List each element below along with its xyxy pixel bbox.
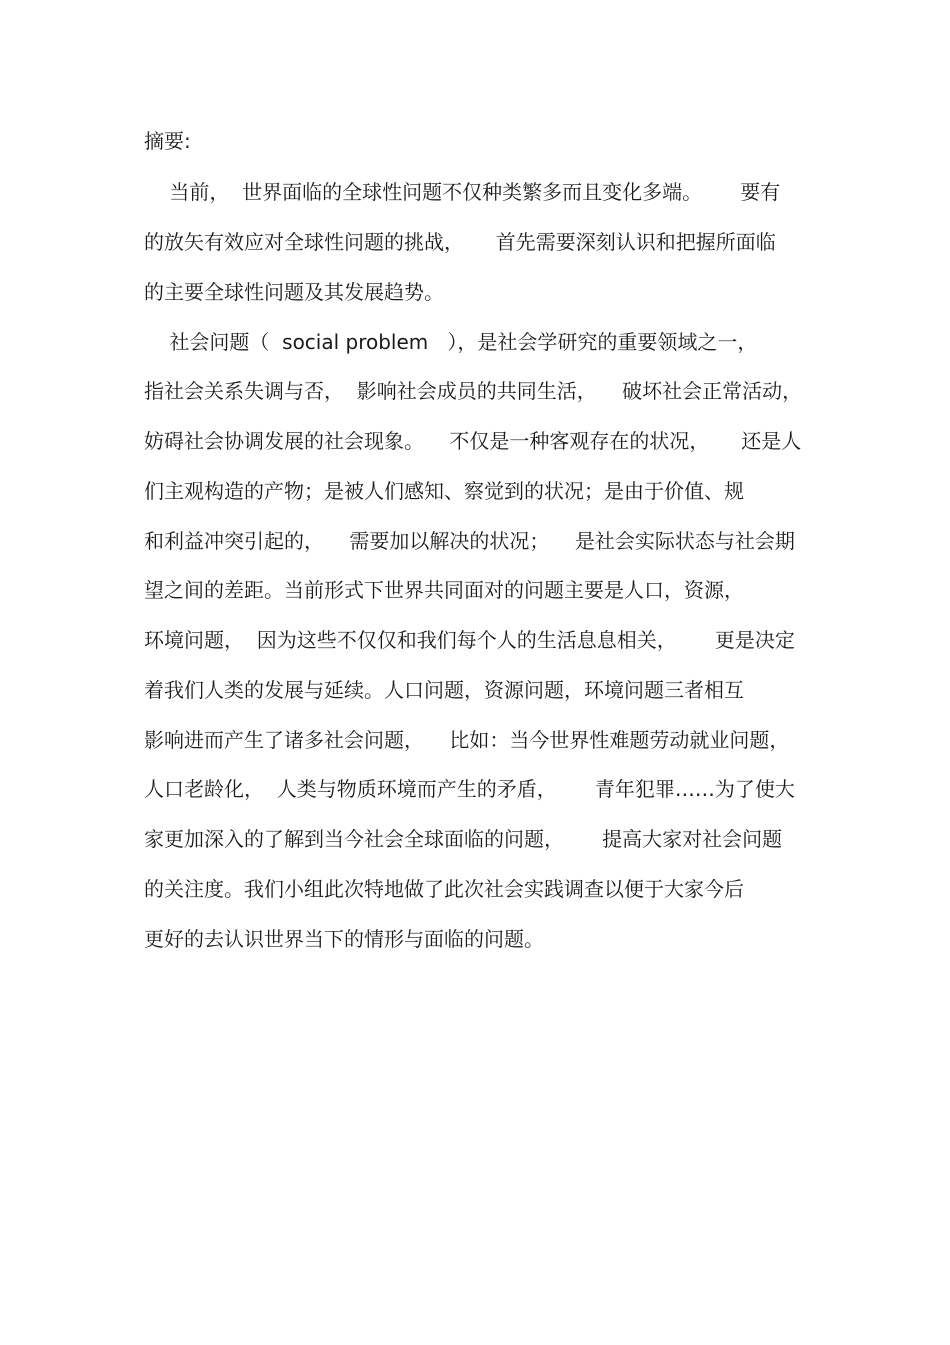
- text-line: 们主观构造的产物；是被人们感知、察觉到的状况；是由于价值、规: [144, 479, 744, 503]
- abstract-heading: 摘要:: [144, 129, 191, 153]
- text-line: 社会问题（ social problem ），是社会学研究的重要领域之一，: [144, 330, 758, 354]
- text-line: 人口老龄化， 人类与物质环境而产生的矛盾， 青年犯罪……为了使大: [144, 777, 795, 801]
- text-line: 环境问题， 因为这些不仅仅和我们每个人的生活息息相关， 更是决定: [144, 628, 795, 652]
- text-line: 望之间的差距。当前形式下世界共同面对的问题主要是人口，资源，: [144, 578, 744, 602]
- text-line: 家更加深入的了解到当今社会全球面临的问题， 提高大家对社会问题: [144, 827, 783, 851]
- text-line: 的放矢有效应对全球性问题的挑战， 首先需要深刻认识和把握所面临: [144, 230, 776, 254]
- text-line: 着我们人类的发展与延续。人口问题，资源问题，环境问题三者相互: [144, 678, 744, 702]
- text-line: 和利益冲突引起的， 需要加以解决的状况； 是社会实际状态与社会期: [144, 529, 795, 553]
- text-line: 影响进而产生了诸多社会问题， 比如：当今世界性难题劳动就业问题，: [144, 728, 790, 752]
- text-line: 指社会关系失调与否， 影响社会成员的共同生活， 破坏社会正常活动，: [144, 379, 803, 403]
- text-line: 的主要全球性问题及其发展趋势。: [144, 280, 444, 304]
- text-line: 的关注度。我们小组此次特地做了此次社会实践调查以便于大家今后: [144, 877, 744, 901]
- text-line: 妨碍社会协调发展的社会现象。 不仅是一种客观存在的状况， 还是人: [144, 429, 802, 453]
- text-line: 更好的去认识世界当下的情形与面临的问题。: [144, 927, 544, 951]
- text-line: 当前， 世界面临的全球性问题不仅种类繁多而且变化多端。 要有: [144, 180, 781, 204]
